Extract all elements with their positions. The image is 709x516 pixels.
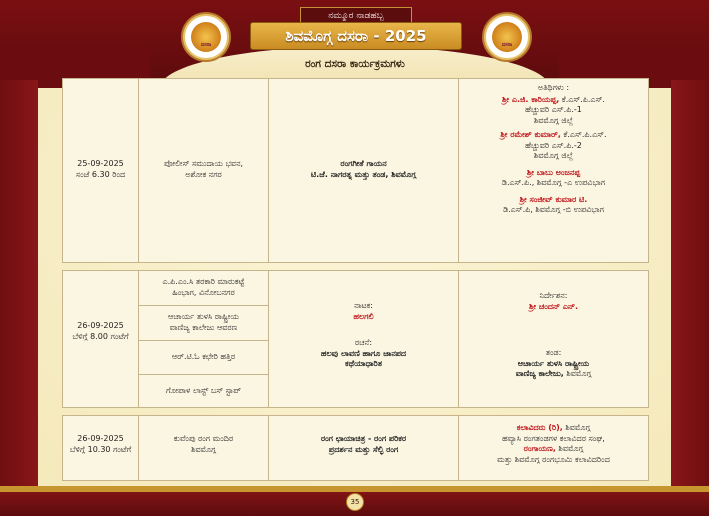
program-line: ಟಿ.ಜೆ. ನಾಗರತ್ನ ಮತ್ತು ತಂಡ, ಶಿವಮೊಗ್ಗ xyxy=(310,169,417,179)
venue-cell xyxy=(139,271,269,407)
footer-gold-band xyxy=(0,486,709,492)
dasara-logo-left xyxy=(183,14,229,60)
director-cell xyxy=(459,271,648,407)
venue-row xyxy=(139,271,268,306)
guest-designation: ಡಿ.ಎಸ್.ಪಿ, ಶಿವಮೊಗ್ಗ -ಬಿ ಉಪವಿಭಾಗ xyxy=(503,205,604,214)
program-line: ರಂಗಗೀತೆ ಗಾಯನ xyxy=(340,159,387,168)
guest-designation: ಡಿ.ಎಸ್.ಪಿ., ಶಿವಮೊಗ್ಗ -ಎ ಉಪವಿಭಾಗ xyxy=(501,178,606,187)
writer-line: ಕಥೆಯಾಧಾರಿತ xyxy=(345,359,382,368)
organizer-name: ರಂಗಾಯಣ, xyxy=(523,444,556,453)
logo-text: ದಸರಾ xyxy=(501,42,513,48)
event-time: ಸಂಜೆ 6.30 ರಿಂದ xyxy=(75,169,126,179)
writer-line: ಹಲವು ಲಾವಣಿ ಹಾಗೂ ಜಾನಪದ xyxy=(320,348,407,358)
guest-name: ಶ್ರೀ ಎ.ಜಿ. ಕಾರಿಯಪ್ಪ, xyxy=(502,94,560,104)
guest-designation: ಹೆಚ್ಚುವರಿ ಎಸ್.ಪಿ.-1 xyxy=(525,105,582,114)
venue-line: ವಾಣಿಜ್ಯ ಕಾಲೇಜು ಆವರಣ xyxy=(169,322,238,332)
venue-line: ಶಿವಮೊಗ್ಗ xyxy=(191,444,216,454)
venue-line: ಹಿಂಭಾಗ, ವಿನೋಬನಗರ xyxy=(172,287,235,297)
venue-row xyxy=(139,375,268,407)
organizer-name: ಕಲಾವಿದರು (ರಿ), xyxy=(516,423,563,432)
event-time: ಬೆಳಿಗ್ಗೆ 10.30 ಗಂಟೆಗೆ xyxy=(69,444,132,454)
troupe-line: ವಾಣಿಜ್ಯ ಕಾಲೇಜು, xyxy=(515,369,564,378)
organizer-location: ಶಿವಮೊಗ್ಗ xyxy=(562,423,591,432)
director-name: ಶ್ರೀ ಚಂದನ್ ಎನ್. xyxy=(528,301,579,311)
event-table-1 xyxy=(62,78,649,263)
venue-line: ಆಚಾರ್ಯ ತುಳಸಿ ರಾಷ್ಟ್ರೀಯ xyxy=(168,312,239,321)
date-cell xyxy=(63,79,139,262)
troupe-label: ತಂಡ: xyxy=(545,348,562,357)
date-cell xyxy=(63,416,139,480)
program-cell xyxy=(269,271,459,407)
guests-label: ಅತಿಥಿಗಳು : xyxy=(537,83,570,92)
event-time: ಬೆಳಿಗ್ಗೆ 8.00 ಗಂಟೆಗೆ xyxy=(72,331,129,341)
date-cell xyxy=(63,271,139,407)
venue-line: ಎ.ಪಿ.ಎಂ.ಸಿ ತರಕಾರಿ ಮಾರುಕಟ್ಟೆ xyxy=(162,277,245,286)
organizer-line: ಹವ್ಯಾಸಿ ರಂಗತಂಡಗಳ ಕಲಾವಿದರ ಸಂಘ, xyxy=(502,433,605,443)
organizer-cell xyxy=(459,416,648,480)
troupe-line: ಆಚಾರ್ಯ ತುಳಸಿ ರಾಷ್ಟ್ರೀಯ xyxy=(517,358,590,368)
guest-name-suffix: ಕೆ.ಎಸ್.ಪಿ.ಎಸ್. xyxy=(559,94,605,104)
venue-line: ಆರ್.ಟಿ.ಓ ಕಛೇರಿ ಹತ್ತಿರ xyxy=(171,352,236,361)
header-tagline: ನಮ್ಮೂರ ನಾಡಹಬ್ಬ xyxy=(300,7,412,25)
section-subtitle: ರಂಗ ದಸರಾ ಕಾರ್ಯಕ್ರಮಗಳು xyxy=(305,58,405,70)
event-table-2 xyxy=(62,270,649,408)
event-date: 26-09-2025 xyxy=(77,321,124,330)
program-line: ರಂಗ ಛಾಯಾಚಿತ್ರ - ರಂಗ ಪರಿಕರ xyxy=(320,434,407,443)
venue-row xyxy=(139,306,268,341)
venue-line: ಗೋಪಾಳ ಲಾಸ್ಟ್ ಬಸ್ ಸ್ಟಾಪ್ xyxy=(165,386,242,395)
event-date: 26-09-2025 xyxy=(77,434,124,443)
guest-name: ಶ್ರೀ ರಮೇಶ್ ಕುಮಾರ್, xyxy=(500,130,561,139)
event-date: 25-09-2025 xyxy=(77,159,124,168)
guest-name-suffix: ಕೆ.ಎಸ್.ಪಿ.ಎಸ್. xyxy=(560,130,607,139)
left-ornament-bar xyxy=(0,80,38,490)
page-title: ಶಿವಮೊಗ್ಗ ದಸರಾ - 2025 xyxy=(250,22,462,50)
troupe-line-suffix: ಶಿವಮೊಗ್ಗ xyxy=(563,369,592,378)
venue-row xyxy=(139,341,268,375)
organizer-location: ಶಿವಮೊಗ್ಗ xyxy=(555,444,584,453)
program-cell xyxy=(269,79,459,262)
guest-name: ಶ್ರೀ ಬಾಬು ಅಂಜನಪ್ಪ xyxy=(526,167,581,177)
guest-location: ಶಿವಮೊಗ್ಗ ಜಿಲ್ಲೆ xyxy=(533,151,574,160)
event-table-3 xyxy=(62,415,649,481)
venue-cell xyxy=(139,416,269,480)
logo-text: ದಸರಾ xyxy=(200,42,212,48)
page-number: 35 xyxy=(346,493,364,511)
venue-cell xyxy=(139,79,269,262)
guests-cell xyxy=(459,79,648,262)
guest-name: ಶ್ರೀ ಸಂಜೀವ್ ಕುಮಾರ ಟಿ. xyxy=(519,194,588,204)
program-line: ಪ್ರದರ್ಶನ ಮತ್ತು ಸೆಲ್ಫಿ ರಂಗ xyxy=(328,444,399,454)
dasara-logo-right xyxy=(484,14,530,60)
play-name: ಹಲಗಲಿ xyxy=(353,311,374,321)
organizer-line: ಮತ್ತು ಶಿವಮೊಗ್ಗ ರಂಗಭೂಮಿ ಕಲಾವಿದರಿಂದ xyxy=(497,454,610,464)
venue-line: ಪೋಲೀಸ್ ಸಮುದಾಯ ಭವನ, xyxy=(163,159,244,168)
program-cell xyxy=(269,416,459,480)
venue-line: ಅಶೋಕ ನಗರ xyxy=(185,169,222,179)
writer-label: ರಚನೆ: xyxy=(354,338,373,347)
guest-location: ಶಿವಮೊಗ್ಗ ಜಿಲ್ಲೆ xyxy=(533,115,574,125)
director-label: ನಿರ್ದೇಶನ: xyxy=(539,291,568,300)
play-label: ನಾಟಕ: xyxy=(354,301,373,310)
right-ornament-bar xyxy=(671,80,709,490)
venue-line: ಕುವೆಂಪು ರಂಗ ಮಂದಿರ xyxy=(173,434,234,443)
guest-designation: ಹೆಚ್ಚುವರಿ ಎಸ್.ಪಿ.-2 xyxy=(525,140,582,150)
